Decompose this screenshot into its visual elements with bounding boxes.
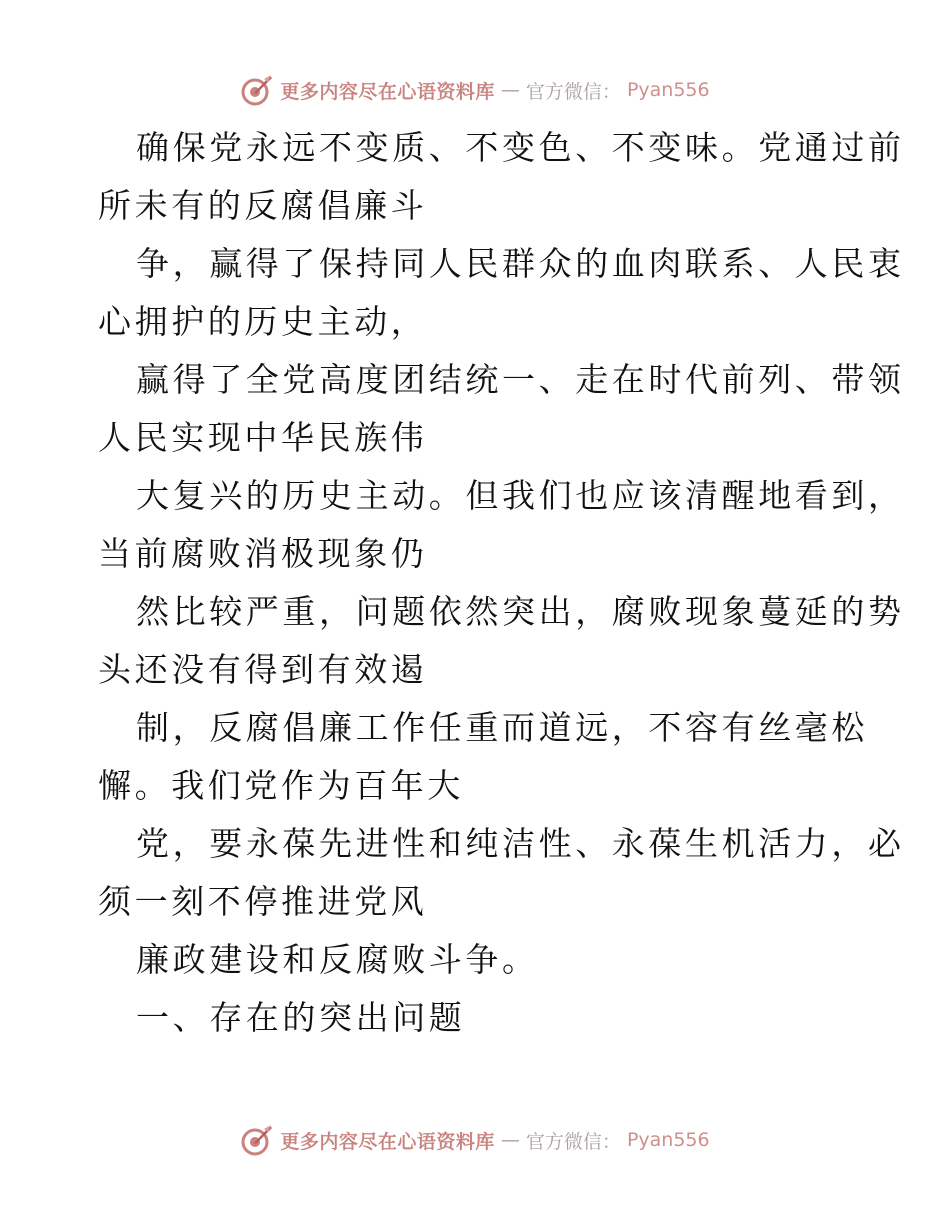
text-line: 头还没有得到有效遏	[98, 650, 428, 689]
watermark-wechat-label: 官方微信：	[525, 1130, 621, 1153]
watermark-separator: —	[500, 1129, 520, 1151]
text-line: 然比较严重，问题依然突出，腐败现象蔓延的势	[136, 592, 905, 631]
quill-logo-icon	[240, 1123, 274, 1157]
text-line: 人民实现中华民族伟	[98, 418, 428, 457]
text-line: 赢得了全党高度团结统一、走在时代前列、带领	[136, 360, 905, 399]
text-line: 大复兴的历史主动。但我们也应该清醒地看到，	[136, 476, 905, 515]
text-line: 懈。我们党作为百年大	[98, 766, 464, 805]
text-line: 争，赢得了保持同人民群众的血肉联系、人民衷	[136, 244, 905, 283]
text-line: 所未有的反腐倡廉斗	[98, 186, 428, 225]
text-line: 须一刻不停推进党风	[98, 882, 428, 921]
watermark-wechat-id: Pyan556	[626, 1129, 710, 1151]
text-line: 当前腐败消极现象仍	[98, 534, 428, 573]
watermark-wechat-id: Pyan556	[626, 79, 710, 101]
text-line: 确保党永远不变质、不变色、不变味。党通过前	[136, 128, 905, 167]
section-heading: 一、存在的突出问题	[136, 998, 466, 1037]
watermark-site-text: 更多内容尽在心语资料库	[280, 80, 495, 103]
watermark-wechat-label: 官方微信：	[525, 80, 621, 103]
text-line: 廉政建设和反腐败斗争。	[136, 940, 539, 979]
quill-logo-icon	[240, 73, 274, 107]
footer-watermark	[0, 1120, 950, 1160]
text-line: 心拥护的历史主动，	[98, 302, 428, 341]
text-line: 制，反腐倡廉工作任重而道远，不容有丝毫松	[136, 708, 868, 747]
text-line: 党，要永葆先进性和纯洁性、永葆生机活力，必	[136, 824, 905, 863]
watermark-separator: —	[500, 79, 520, 101]
watermark-site-text: 更多内容尽在心语资料库	[280, 1130, 495, 1153]
header-watermark	[0, 70, 950, 110]
